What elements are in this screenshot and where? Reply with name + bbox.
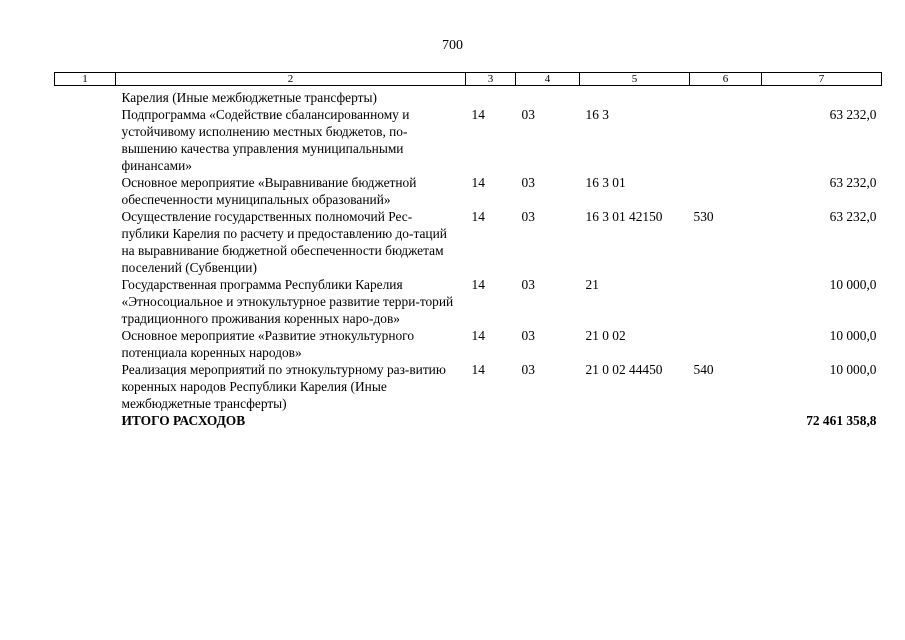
section-code: 14: [471, 328, 485, 343]
item-name: Подпрограмма «Содействие сбалансированному и устойчивому исполнению местных бюджетов, по-вышению качества управления муниципальными финансами»: [121, 107, 410, 173]
item-name: Государственная программа Республики Карелия «Этносоциальное и этнокультурное развитие терри-торий традиционного проживания коренных наро-дов»: [121, 277, 454, 326]
target-article-code: 21 0 02: [585, 328, 626, 343]
total-row: [55, 412, 882, 429]
expense-type-code: [690, 86, 762, 107]
amount: [762, 86, 882, 107]
subsection-code: 03: [521, 175, 535, 190]
column-number-1: 1: [55, 73, 116, 86]
cell-empty: [690, 412, 762, 429]
item-name: Основное мероприятие «Развитие этнокультурного потенциала коренных народов»: [121, 328, 415, 360]
amount: 10 000,0: [829, 362, 877, 377]
column-number-2: 2: [116, 73, 466, 86]
item-name: Реализация мероприятий по этнокультурному раз-витию коренных народов Республики Карелия (Иные межбюджетные трансферты): [121, 362, 446, 411]
cell-empty: [580, 412, 690, 429]
cell-empty: [55, 412, 116, 429]
table-row: [55, 327, 882, 361]
expense-type-code: [690, 327, 762, 361]
column-number-3: 3: [466, 73, 516, 86]
cell-empty: [55, 276, 116, 327]
target-article-code: 16 3 01 42150: [585, 209, 663, 224]
page-number: 700: [442, 38, 463, 53]
subsection-code: 03: [521, 107, 535, 122]
table-row: [55, 174, 882, 208]
amount: 63 232,0: [829, 209, 877, 224]
target-article-code: 21: [585, 277, 599, 292]
table-row: [55, 208, 882, 276]
subsection-code: 03: [521, 277, 535, 292]
expense-type-code: [690, 174, 762, 208]
cell-empty: [466, 412, 516, 429]
column-numbers-row: [55, 73, 882, 86]
target-article-code: 21 0 02 44450: [585, 362, 663, 377]
expense-type-code: 530: [693, 209, 714, 224]
table-row: [55, 106, 882, 174]
cell-empty: [55, 174, 116, 208]
section-code: 14: [471, 175, 485, 190]
table-row: [55, 276, 882, 327]
cell-empty: [516, 412, 580, 429]
section-code: 14: [471, 362, 485, 377]
cell-empty: [55, 86, 116, 107]
item-name: Основное мероприятие «Выравнивание бюджетной обеспеченности муниципальных образований»: [121, 175, 417, 207]
section-code: 14: [471, 209, 485, 224]
column-number-6: 6: [690, 73, 762, 86]
expense-type-code: 540: [693, 362, 714, 377]
amount: 10 000,0: [829, 277, 877, 292]
column-number-4: 4: [516, 73, 580, 86]
amount: 10 000,0: [829, 328, 877, 343]
section-code: [466, 86, 516, 107]
subsection-code: 03: [521, 328, 535, 343]
cell-empty: [55, 208, 116, 276]
amount: 63 232,0: [829, 107, 877, 122]
subsection-code: 03: [521, 209, 535, 224]
total-amount: 72 461 358,8: [806, 413, 877, 428]
table-row: [55, 86, 882, 107]
item-name: Карелия (Иные межбюджетные трансферты): [121, 90, 377, 105]
table-row: [55, 361, 882, 412]
section-code: 14: [471, 277, 485, 292]
amount: 63 232,0: [829, 175, 877, 190]
budget-table: [54, 72, 882, 429]
subsection-code: 03: [521, 362, 535, 377]
target-article-code: [580, 86, 690, 107]
target-article-code: 16 3: [585, 107, 609, 122]
item-name: Осуществление государственных полномочий Рес-публики Карелия по расчету и предоставлению до-таций на выравнивание бюджетной обеспеченности бюджетам поселений (Субвенции): [121, 209, 447, 275]
column-number-7: 7: [762, 73, 882, 86]
cell-empty: [55, 106, 116, 174]
target-article-code: 16 3 01: [585, 175, 626, 190]
section-code: 14: [471, 107, 485, 122]
subsection-code: [516, 86, 580, 107]
cell-empty: [55, 327, 116, 361]
total-label: ИТОГО РАСХОДОВ: [121, 413, 246, 428]
expense-type-code: [690, 106, 762, 174]
column-number-5: 5: [580, 73, 690, 86]
expense-type-code: [690, 276, 762, 327]
cell-empty: [55, 361, 116, 412]
